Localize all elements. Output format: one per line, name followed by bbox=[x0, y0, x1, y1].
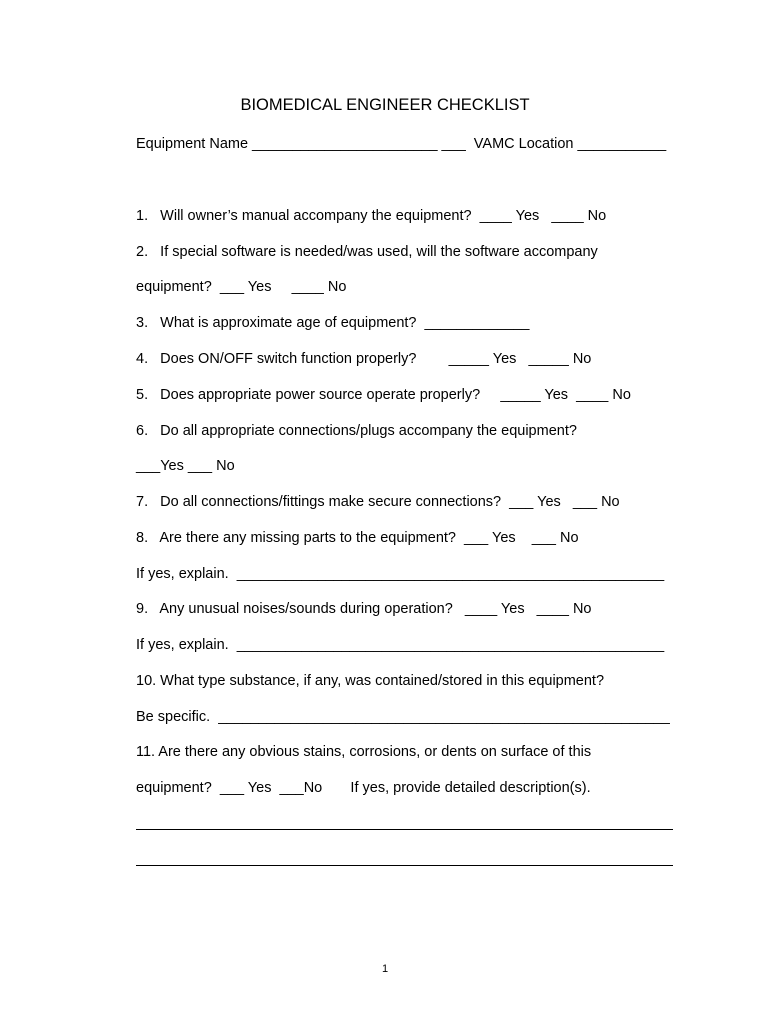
question-2: 2. If special software is needed/was used, will the software accompany bbox=[136, 244, 598, 260]
question-9: 9. Any unusual noises/sounds during operation? ____ Yes ____ No bbox=[136, 601, 592, 617]
question-7: 7. Do all connections/fittings make secure connections? ___ Yes ___ No bbox=[136, 494, 620, 510]
description-rule-2 bbox=[136, 865, 673, 866]
question-3: 3. What is approximate age of equipment? _____________ bbox=[136, 315, 530, 331]
document-title: BIOMEDICAL ENGINEER CHECKLIST bbox=[240, 96, 530, 114]
description-rule-1 bbox=[136, 829, 673, 830]
question-11: 11. Are there any obvious stains, corrosions, or dents on surface of this bbox=[136, 744, 592, 760]
question-11-answer: equipment? ___ Yes ___No If yes, provide detailed description(s). bbox=[136, 780, 591, 796]
question-8-explain: If yes, explain. _____________________________________________________ bbox=[136, 566, 665, 582]
question-8: 8. Are there any missing parts to the equipment? ___ Yes ___ No bbox=[136, 530, 579, 546]
question-5: 5. Does appropriate power source operate properly? _____ Yes ____ No bbox=[136, 387, 631, 403]
question-6: 6. Do all appropriate connections/plugs accompany the equipment? bbox=[136, 423, 577, 439]
question-6-answer: ___Yes ___ No bbox=[136, 458, 235, 474]
question-2-answer: equipment? ___ Yes ____ No bbox=[136, 279, 347, 295]
question-10: 10. What type substance, if any, was contained/stored in this equipment? bbox=[136, 673, 605, 689]
equipment-name-location-line: Equipment Name _______________________ ___ VAMC Location ___________ bbox=[136, 136, 667, 152]
page-number: 1 bbox=[381, 963, 389, 975]
question-10-specific: Be specific. ________________________________________________________ bbox=[136, 709, 670, 725]
question-4: 4. Does ON/OFF switch function properly? _____ Yes _____ No bbox=[136, 351, 592, 367]
question-1: 1. Will owner’s manual accompany the equipment? ____ Yes ____ No bbox=[136, 208, 607, 224]
question-9-explain: If yes, explain. _____________________________________________________ bbox=[136, 637, 665, 653]
